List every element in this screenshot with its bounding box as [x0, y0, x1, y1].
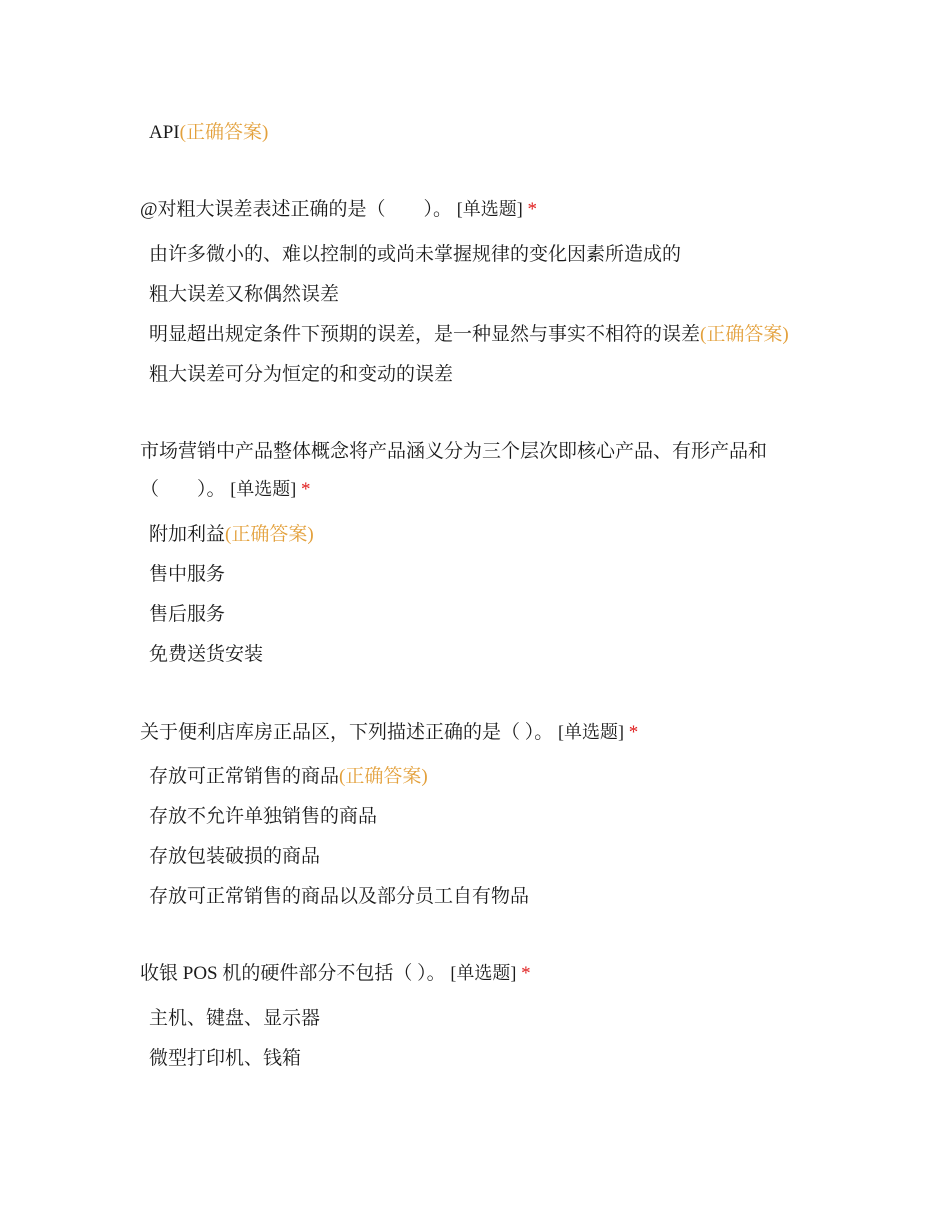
option-api	[149, 121, 268, 145]
question-4-stem	[140, 961, 531, 986]
q1-option-3	[149, 323, 789, 347]
question-text: 收银 POS 机的硬件部分不包括（ ）。	[140, 963, 446, 984]
question-text: 市场营销中产品整体概念将产品涵义分为三个层次即核心产品、有形产品和	[140, 441, 768, 462]
option-text: 微型打印机、钱箱	[149, 1048, 302, 1069]
option-text: 存放不允许单独销售的商品	[149, 806, 378, 827]
option-text: 免费送货安装	[149, 644, 264, 665]
correct-answer-marker: (正确答案)	[225, 524, 314, 545]
option-text: 附加利益	[149, 524, 226, 545]
required-marker: *	[521, 963, 531, 984]
q2-option-3	[149, 603, 225, 627]
q1-option-1	[149, 243, 681, 267]
option-text: 粗大误差可分为恒定的和变动的误差	[149, 364, 454, 385]
option-text: 售后服务	[149, 604, 226, 625]
question-type: [单选题]	[230, 479, 297, 499]
option-text: 售中服务	[149, 564, 226, 585]
q4-option-1	[149, 1007, 320, 1031]
option-text: 存放包装破损的商品	[149, 846, 321, 867]
question-type: [单选题]	[456, 199, 523, 219]
question-3-stem	[140, 720, 638, 745]
q1-option-4	[149, 363, 453, 387]
q2-option-1	[149, 523, 314, 547]
q1-option-2	[149, 283, 339, 307]
question-1-stem	[140, 197, 537, 222]
q3-option-2	[149, 805, 377, 829]
q3-option-4	[149, 885, 529, 909]
option-text: API	[149, 122, 180, 143]
q3-option-1	[149, 765, 428, 789]
question-2-stem-line-2	[140, 477, 311, 502]
required-marker: *	[628, 722, 639, 743]
q4-option-2	[149, 1047, 301, 1071]
option-text: 粗大误差又称偶然误差	[149, 284, 340, 305]
q2-option-2	[149, 563, 225, 587]
question-text: （ ）。	[140, 479, 226, 500]
option-text: 存放可正常销售的商品	[149, 766, 340, 787]
question-text: @对粗大误差表述正确的是（ ）。	[140, 199, 452, 220]
required-marker: *	[301, 479, 311, 500]
question-type: [单选题]	[450, 963, 517, 983]
option-text: 主机、键盘、显示器	[149, 1008, 321, 1029]
required-marker: *	[527, 199, 537, 220]
q2-option-4	[149, 643, 263, 667]
option-text: 存放可正常销售的商品以及部分员工自有物品	[149, 886, 530, 907]
option-text: 明显超出规定条件下预期的误差，是一种显然与事实不相符的误差	[149, 324, 701, 345]
correct-answer-marker: (正确答案)	[700, 324, 789, 345]
q3-option-3	[149, 845, 320, 869]
correct-answer-marker: (正确答案)	[179, 122, 269, 143]
correct-answer-marker: (正确答案)	[339, 766, 428, 787]
question-2-stem-line-1	[140, 440, 767, 464]
question-type: [单选题]	[558, 722, 625, 742]
option-text: 由许多微小的、难以控制的或尚未掌握规律的变化因素所造成的	[149, 244, 682, 265]
question-text: 关于便利店库房正品区，下列描述正确的是（ ）。	[140, 722, 554, 743]
